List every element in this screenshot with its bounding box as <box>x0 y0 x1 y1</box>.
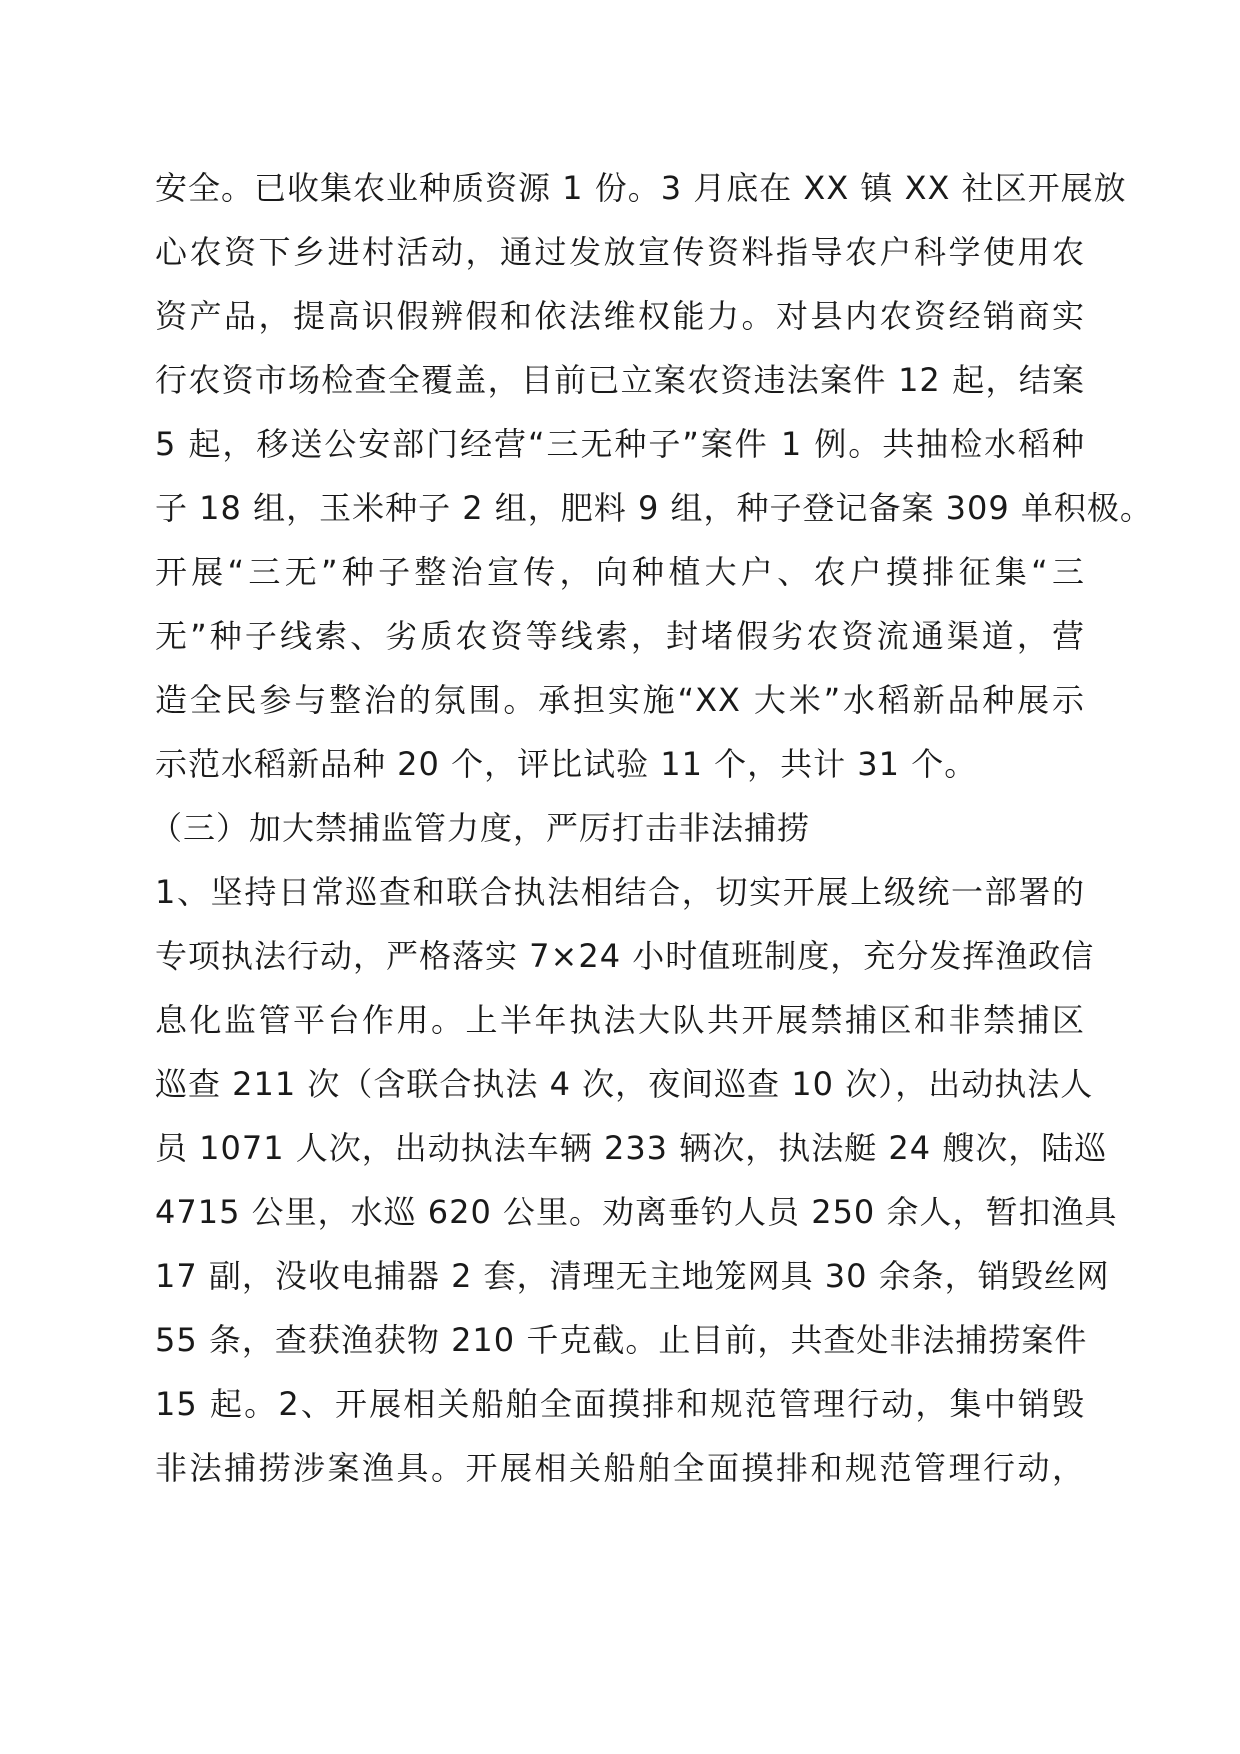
text-line-2: 心农资下乡进村活动，通过发放宣传资料指导农户科学使用农 <box>155 233 1085 271</box>
text-line-10: 示范水稻新品种 20 个，评比试验 11 个，共计 31 个。 <box>155 745 978 783</box>
text-line-14: 息化监管平台作用。上半年执法大队共开展禁捕区和非禁捕区 <box>155 1001 1085 1039</box>
text-line-21: 非法捕捞涉案渔具。开展相关船舶全面摸排和规范管理行动， <box>155 1449 1085 1487</box>
text-line-15: 巡查 211 次（含联合执法 4 次，夜间巡查 10 次），出动执法人 <box>155 1065 1094 1103</box>
text-line-17: 4715 公里，水巡 620 公里。劝离垂钓人员 250 余人，暂扣渔具 <box>155 1193 1118 1231</box>
text-line-12: 1、坚持日常巡查和联合执法相结合，切实开展上级统一部署的 <box>155 873 1085 911</box>
text-line-16: 员 1071 人次，出动执法车辆 233 辆次，执法艇 24 艘次，陆巡 <box>155 1129 1108 1167</box>
text-line-13: 专项执法行动，严格落实 7×24 小时值班制度，充分发挥渔政信 <box>155 937 1095 975</box>
text-line-1: 安全。已收集农业种质资源 1 份。3 月底在 XX 镇 XX 社区开展放 <box>155 169 1127 207</box>
text-line-9: 造全民参与整治的氛围。承担实施“XX 大米”水稻新品种展示 <box>155 681 1085 719</box>
text-line-18: 17 副，没收电捕器 2 套，清理无主地笼网具 30 余条，销毁丝网 <box>155 1257 1110 1295</box>
section-heading: （三）加大禁捕监管力度，严厉打击非法捕捞 <box>150 809 811 847</box>
text-line-8: 无”种子线索、劣质农资等线索，封堵假劣农资流通渠道，营 <box>155 617 1085 655</box>
text-line-5: 5 起，移送公安部门经营“三无种子”案件 1 例。共抽检水稻种 <box>155 425 1085 463</box>
text-line-7: 开展“三无”种子整治宣传，向种植大户、农户摸排征集“三 <box>155 553 1085 591</box>
text-line-20: 15 起。2、开展相关船舶全面摸排和规范管理行动，集中销毁 <box>155 1385 1085 1423</box>
text-line-6: 子 18 组，玉米种子 2 组，肥料 9 组，种子登记备案 309 单积极。 <box>155 489 1153 527</box>
text-line-3: 资产品，提高识假辨假和依法维权能力。对县内农资经销商实 <box>155 297 1085 335</box>
text-line-19: 55 条，查获渔获物 210 千克截。止目前，共查处非法捕捞案件 <box>155 1321 1088 1359</box>
text-line-4: 行农资市场检查全覆盖，目前已立案农资违法案件 12 起，结案 <box>155 361 1085 399</box>
